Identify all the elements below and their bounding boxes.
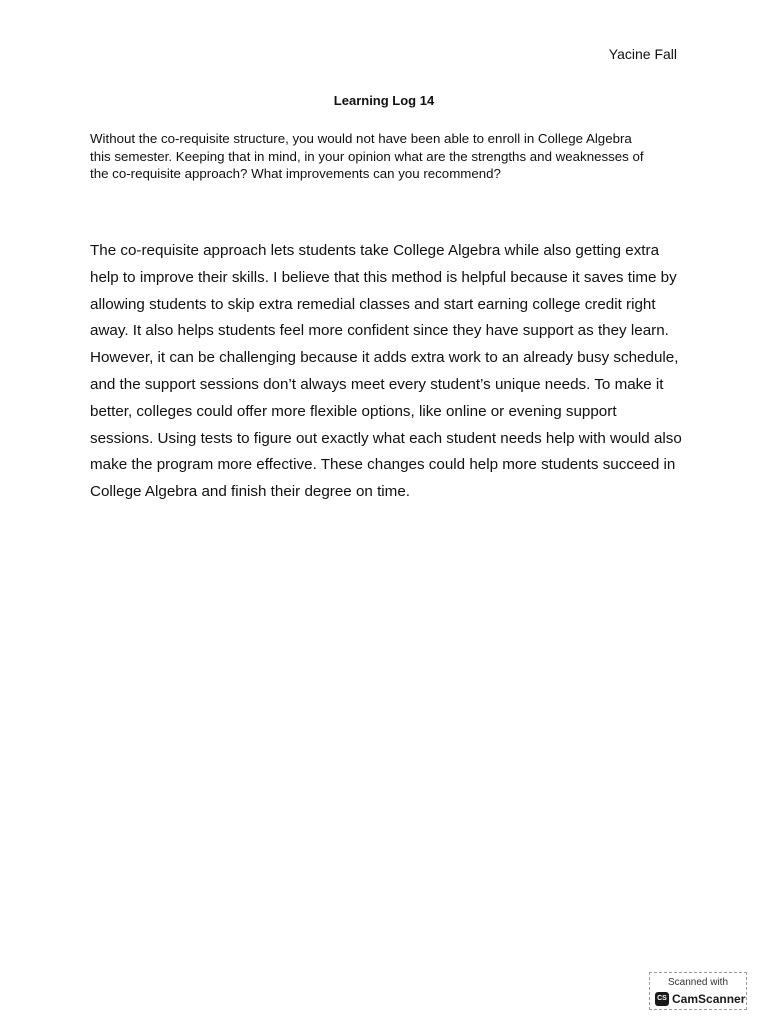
watermark-brand: CamScanner bbox=[672, 992, 746, 1006]
prompt-line: Without the co-requisite structure, you would not have been able to enroll in College Algebra bbox=[90, 131, 632, 146]
response-line: The co-requisite approach lets students take College Algebra while also getting extra bbox=[90, 242, 660, 259]
response-line: away. It also helps students feel more confident since they have support as they learn. bbox=[90, 322, 669, 340]
response-line: College Algebra and finish their degree on time. bbox=[90, 483, 410, 501]
response-line: better, colleges could offer more flexible options, like online or evening support bbox=[90, 402, 617, 420]
camscanner-watermark bbox=[649, 972, 747, 1010]
document-title: Learning Log 14 bbox=[333, 93, 435, 108]
response-line: make the program more effective. These changes could help more students succeed in bbox=[90, 456, 676, 474]
prompt-line: this semester. Keeping that in mind, in your opinion what are the strengths and weaknesses of bbox=[90, 148, 644, 164]
camscanner-logo-icon: CS bbox=[655, 992, 669, 1006]
response-line: and the support sessions don’t always meet every student’s unique needs. To make it bbox=[90, 375, 664, 393]
author-name: Yacine Fall bbox=[608, 46, 677, 62]
response-line: sessions. Using tests to figure out exactly what each student needs help with would also bbox=[90, 429, 682, 447]
response-line: help to improve their skills. I believe that this method is helpful because it saves time by bbox=[90, 268, 677, 286]
response-line: allowing students to skip extra remedial classes and start earning college credit right bbox=[90, 295, 656, 313]
response-line: However, it can be challenging because it adds extra work to an already busy schedule, bbox=[90, 349, 679, 367]
assignment-prompt bbox=[90, 130, 680, 183]
response-paragraph bbox=[90, 238, 690, 506]
watermark-caption: Scanned with bbox=[667, 977, 729, 988]
prompt-line: the co-requisite approach? What improvements can you recommend? bbox=[90, 166, 501, 181]
